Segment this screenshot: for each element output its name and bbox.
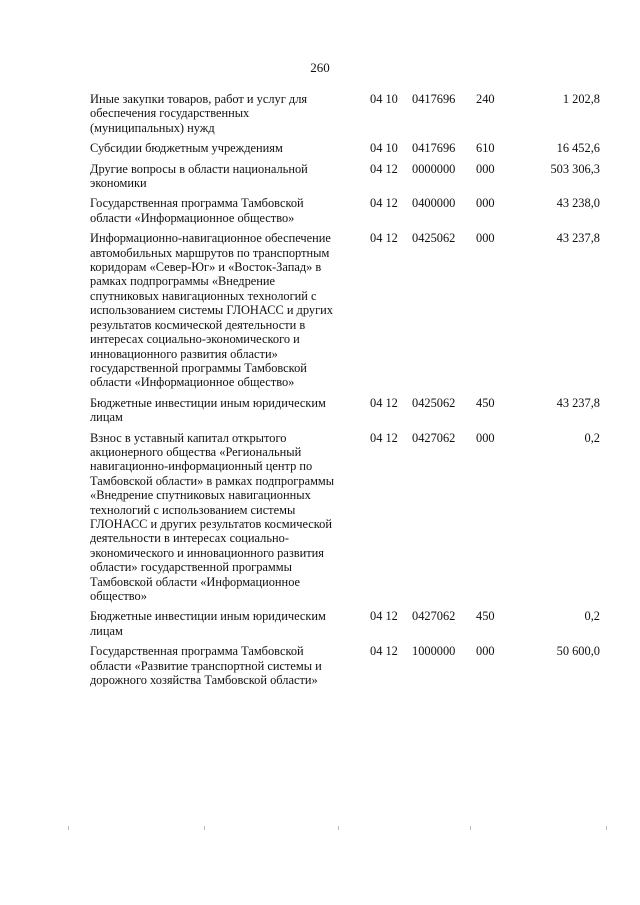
row-name: Другие вопросы в области национальной экономики [90,161,308,191]
row-code: 0417696 [412,92,456,106]
budget-table [90,92,600,693]
row-section: 04 12 [370,644,398,659]
scan-artifact [470,826,471,830]
row-amount: 0,2 [584,609,600,624]
row-type: 000 [476,196,495,211]
page-number: 260 [310,60,330,75]
row-type: 000 [476,161,495,176]
table-row [90,396,600,431]
row-code: 0427062 [412,609,456,624]
row-amount: 1 202,8 [562,92,600,106]
row-amount: 43 237,8 [556,231,600,246]
row-section: 04 10 [370,141,398,156]
row-name: Субсидии бюджетным учреждениям [90,141,283,156]
scan-artifact [68,826,69,830]
row-name: Взнос в уставный капитал открытого акционерного общества «Региональный навигационно-информационный центр по Тамбовской области» в рамках подпрограммы «Внедрение спутниковых навигационных технологий с использованием системы ГЛОНАСС и других результатов космической деятельности в интересах социально-экономического и инновационного развития области» государственной программы Тамбовской области «Информационное общество» [90,430,335,603]
table-row [90,644,600,693]
row-type: 450 [476,609,495,624]
row-code: 0417696 [412,141,456,156]
row-name: Государственная программа Тамбовской области «Развитие транспортной системы и дорожного хозяйства Тамбовской области» [90,644,322,688]
row-code: 0425062 [412,395,456,410]
table-row [90,196,600,231]
row-name: Бюджетные инвестиции иным юридическим лицам [90,609,326,638]
row-section: 04 10 [370,92,398,106]
row-amount: 0,2 [584,430,600,445]
table-row [90,231,600,395]
table-row [90,141,600,161]
row-name: Бюджетные инвестиции иным юридическим лицам [90,395,326,425]
row-section: 04 12 [370,609,398,624]
row-amount: 16 452,6 [556,141,600,156]
row-type: 610 [476,141,495,156]
table-row [90,92,600,141]
row-code: 0425062 [412,231,456,246]
row-section: 04 12 [370,161,398,176]
row-code: 0000000 [412,161,456,176]
row-type: 000 [476,644,495,659]
scan-artifact [606,826,607,830]
row-code: 1000000 [412,644,456,659]
row-amount: 503 306,3 [550,161,600,176]
row-type: 450 [476,395,495,410]
scan-artifact [204,826,205,830]
row-name: Информационно-навигационное обеспечение автомобильных маршрутов по транспортным коридорам «Север-Юг» и «Восток-Запад» в рамках подпрограммы «Внедрение спутниковых навигационных технологий с использованием системы ГЛОНАСС и других результатов космической деятельности в интересах социально-экономического и инновационного развития области» государственной программы Тамбовской области «Информационное общество» [90,231,333,390]
row-section: 04 12 [370,231,398,246]
row-section: 04 12 [370,430,398,445]
table-row [90,609,600,644]
row-name: Иные закупки товаров, работ и услуг для обеспечения государственных (муниципальных) нужд [90,92,308,135]
row-amount: 43 237,8 [556,395,600,410]
row-section: 04 12 [370,395,398,410]
row-type: 000 [476,231,495,246]
row-amount: 43 238,0 [556,196,600,211]
row-code: 0400000 [412,196,456,211]
row-type: 240 [476,92,495,106]
row-name: Государственная программа Тамбовской области «Информационное общество» [90,196,304,225]
row-amount: 50 600,0 [556,644,600,659]
row-code: 0427062 [412,430,456,445]
row-type: 000 [476,430,495,445]
scan-artifact [338,826,339,830]
table-row [90,431,600,610]
row-section: 04 12 [370,196,398,211]
table-row [90,162,600,197]
